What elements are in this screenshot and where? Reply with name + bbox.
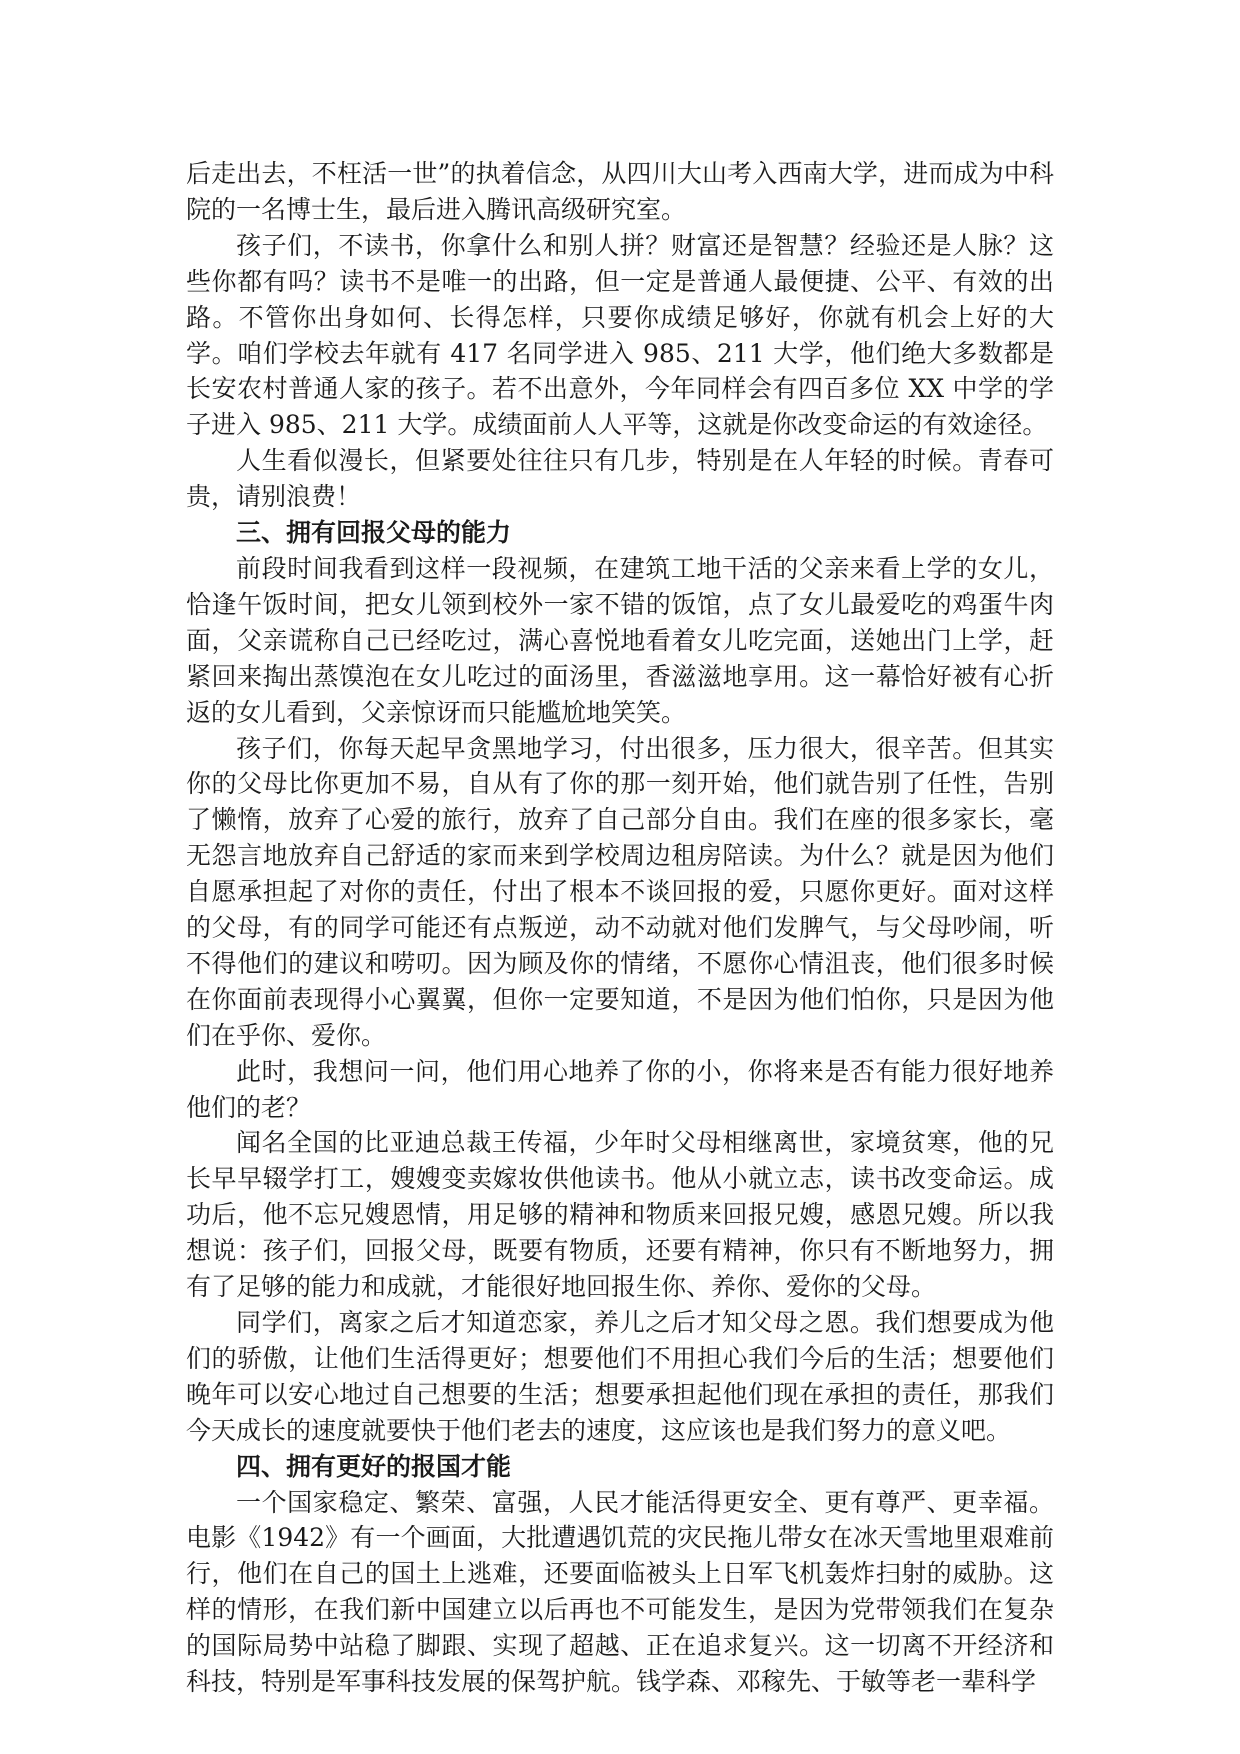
paragraph-continued: 后走出去，不枉活一世”的执着信念，从四川大山考入西南大学，进而成为中科院的一名博士生，最后进入腾讯高级研究室。 [186, 159, 1054, 224]
section-heading-3: 三、拥有回报父母的能力 [236, 518, 512, 548]
paragraph-father-video: 前段时间我看到这样一段视频，在建筑工地干活的父亲来看上学的女儿，恰逢午饭时间，把女儿领到校外一家不错的饭馆，点了女儿最爱吃的鸡蛋牛肉面，父亲谎称自己已经吃过，满心喜悦地看着女儿吃完面，送她出门上学，赶紧回来掏出蒸馍泡在女儿吃过的面汤里，香滋滋地享用。这一幕恰好被有心折返的女儿看到，父亲惊讶而只能尴尬地笑笑。 [186, 553, 1054, 727]
paragraph-question: 此时，我想问一问，他们用心地养了你的小，你将来是否有能力很好地养他们的老？ [186, 1056, 1054, 1122]
paragraph-meaning-of-effort: 同学们，离家之后才知道恋家，养儿之后才知父母之恩。我们想要成为他们的骄傲，让他们生活得更好；想要他们不用担心我们今后的生活；想要他们晚年可以安心地过自己想要的生活；想要承担起他们现在承担的责任，那我们今天成长的速度就要快于他们老去的速度，这应该也是我们努力的意义吧。 [186, 1308, 1054, 1445]
paragraph-byd-story: 闻名全国的比亚迪总裁王传福，少年时父母相继离世，家境贫寒，他的兄长早早辍学打工，嫂嫂变卖嫁妆供他读书。他从小就立志，读书改变命运。成功后，他不忘兄嫂恩情，用足够的精神和物质来回报兄嫂，感恩兄嫂。所以我想说：孩子们，回报父母，既要有物质，还要有精神，你只有不断地努力，拥有了足够的能力和成就，才能很好地回报生你、养你、爱你的父母。 [186, 1128, 1054, 1302]
paragraph-youth-precious: 人生看似漫长，但紧要处往往只有几步，特别是在人年轻的时候。青春可贵，请别浪费！ [186, 446, 1054, 512]
paragraph-serve-country: 一个国家稳定、繁荣、富强，人民才能活得更安全、更有尊严、更幸福。电影《1942》有一个画面，大批遭遇饥荒的灾民拖儿带女在冰天雪地里艰难前行，他们在自己的国土上逃难，还要面临被头上日军飞机轰炸扫射的威胁。这样的情形，在我们新中国建立以后再也不可能发生，是因为党带领我们在复杂的国际局势中站稳了脚跟、实现了超越、正在追求复兴。这一切离不开经济和科技，特别是军事科技发展的保驾护航。钱学森、邓稼先、于敏等老一辈科学 [186, 1487, 1054, 1697]
section-heading-4: 四、拥有更好的报国才能 [236, 1451, 512, 1481]
paragraph-parents-sacrifice: 孩子们，你每天起早贪黑地学习，付出很多，压力很大，很辛苦。但其实你的父母比你更加不易，自从有了你的那一刻开始，他们就告别了任性，告别了懒惰，放弃了心爱的旅行，放弃了自己部分自由。我们在座的很多家长，毫无怨言地放弃自己舒适的家而来到学校周边租房陪读。为什么？就是因为他们自愿承担起了对你的责任，付出了根本不谈回报的爱，只愿你更好。面对这样的父母，有的同学可能还有点叛逆，动不动就对他们发脾气，与父母吵闹，听不得他们的建议和唠叨。因为顾及你的情绪，不愿你心情沮丧，他们很多时候在你面前表现得小心翼翼，但你一定要知道，不是因为他们怕你，只是因为他们在乎你、爱你。 [186, 733, 1054, 1050]
paragraph-reading-matters: 孩子们，不读书，你拿什么和别人拼？财富还是智慧？经验还是人脉？这些你都有吗？读书不是唯一的出路，但一定是普通人最便捷、公平、有效的出路。不管你出身如何、长得怎样，只要你成绩足够好，你就有机会上好的大学。咱们学校去年就有 417 名同学进入 985、211 大学，他们绝大多数都是长安农村普通人家的孩子。若不出意外，今年同样会有四百多位 XX 中学的学子进入 985、211 大学。成绩面前人人平等，这就是你改变命运的有效途径。 [186, 230, 1054, 440]
document-page [186, 156, 1054, 1700]
